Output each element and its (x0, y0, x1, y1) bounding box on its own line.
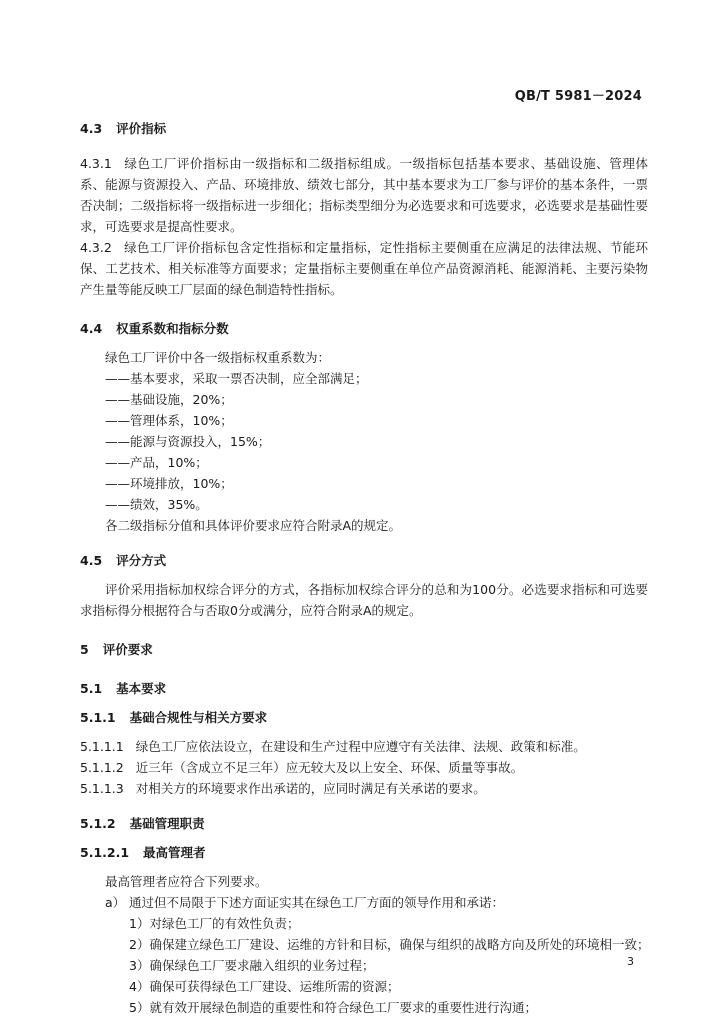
section-title: 评价指标 (116, 121, 167, 136)
clause-text: 绿色工厂评价指标由一级指标和二级指标组成。一级指标包括基本要求、基础设施、管理体系、能源与资源投入、产品、环境排放、绩效七部分，其中基本要求为工厂参与评价的基本条件，一票否决制；二级指标将一级指标进一步细化；指标类型细分为必选要求和可选要求，必选要求是基础性要求，可选要求是提高性要求。 (80, 156, 648, 234)
section-number: 5.1.2.1 (80, 845, 130, 860)
weight-item: ——基本要求，采取一票否决制，应全部满足； (105, 371, 368, 386)
section-number: 5.1.1 (80, 710, 116, 725)
clause-number: 4.3.1 (80, 156, 112, 171)
weight-item: ——绩效，35%。 (105, 497, 208, 512)
section-title: 基本要求 (116, 681, 167, 696)
clause-5-1-1-2 (80, 757, 648, 778)
scoring-text: 评价采用指标加权综合评分的方式，各指标加权综合评分的总和为100分。必选要求指标和可选要求指标得分根据符合与否取0分或满分，应符合附录A的规定。 (80, 582, 648, 618)
sub-list-item: 1）对绿色工厂的有效性负责； (129, 916, 300, 931)
section-title: 最高管理者 (143, 845, 206, 860)
standard-code: QB/T 5981－2024 (514, 89, 642, 104)
clause-4-3-2 (80, 237, 648, 300)
heading-5-1-2-1 (80, 842, 648, 863)
clause-text: 绿色工厂评价指标包含定性指标和定量指标，定性指标主要侧重在应满足的法律法规、节能环保、工艺技术、相关标准等方面要求；定量指标主要侧重在单位产品资源消耗、能源消耗、主要污染物产生量等能反映工厂层面的绿色制造特性指标。 (80, 240, 648, 297)
sub-list-item: 2）确保建立绿色工厂建设、运维的方针和目标，确保与组织的战略方向及所处的环境相一致； (129, 937, 650, 952)
section-title: 评分方式 (116, 553, 167, 568)
weight-intro: 绿色工厂评价中各一级指标权重系数为： (105, 350, 331, 365)
weight-item: ——基础设施，20%； (105, 392, 233, 407)
page-content (80, 118, 648, 1018)
section-number: 4.5 (80, 553, 103, 568)
sub-list-item: 4）确保可获得绿色工厂建设、运维所需的资源； (129, 979, 400, 994)
list-marker: a） (105, 895, 126, 910)
clause-text: 近三年（含成立不足三年）应无较大及以上安全、环保、质量等事故。 (135, 760, 524, 775)
heading-5 (80, 639, 648, 660)
weight-item: ——能源与资源投入，15%； (105, 434, 271, 449)
heading-4-4 (80, 318, 648, 339)
section-number: 4.3 (80, 121, 103, 136)
weight-item: ——管理体系，10%； (105, 413, 233, 428)
heading-5-1-2 (80, 813, 648, 834)
clause-number: 5.1.1.3 (80, 781, 124, 796)
clause-number: 4.3.2 (80, 240, 112, 255)
weight-item: ——环境排放，10%； (105, 476, 233, 491)
heading-4-5 (80, 550, 648, 571)
clause-5-1-1-1 (80, 736, 648, 757)
clause-number: 5.1.1.1 (80, 739, 124, 754)
sub-list-item: 5）就有效开展绿色制造的重要性和符合绿色工厂要求的重要性进行沟通； (129, 1000, 537, 1015)
list-item-text: 通过但不局限于下述方面证实其在绿色工厂方面的领导作用和承诺： (129, 895, 505, 910)
section-number: 5.1 (80, 681, 103, 696)
clause-number: 5.1.1.2 (80, 760, 124, 775)
heading-5-1 (80, 678, 648, 699)
section-title: 基础合规性与相关方要求 (129, 710, 268, 725)
section-title: 权重系数和指标分数 (116, 321, 229, 336)
section-number: 5 (80, 642, 89, 657)
section-number: 5.1.2 (80, 816, 116, 831)
clause-text: 绿色工厂应依法设立，在建设和生产过程中应遵守有关法律、法规、政策和标准。 (135, 739, 586, 754)
heading-5-1-1 (80, 707, 648, 728)
section-title: 评价要求 (102, 642, 153, 657)
list-item-a (80, 892, 648, 913)
clause-5-1-1-3 (80, 778, 648, 799)
section-title: 基础管理职责 (129, 816, 205, 831)
management-intro: 最高管理者应符合下列要求。 (105, 874, 268, 889)
weight-item: ——产品，10%； (105, 455, 208, 470)
section-number: 4.4 (80, 321, 103, 336)
weight-closing: 各二级指标分值和具体评价要求应符合附录A的规定。 (105, 518, 402, 533)
clause-text: 对相关方的环境要求作出承诺的，应同时满足有关承诺的要求。 (135, 781, 486, 796)
heading-4-3 (80, 118, 648, 139)
sub-list-item: 3）确保绿色工厂要求融入组织的业务过程； (129, 958, 375, 973)
clause-4-3-1 (80, 153, 648, 237)
page-number: 3 (627, 955, 634, 968)
